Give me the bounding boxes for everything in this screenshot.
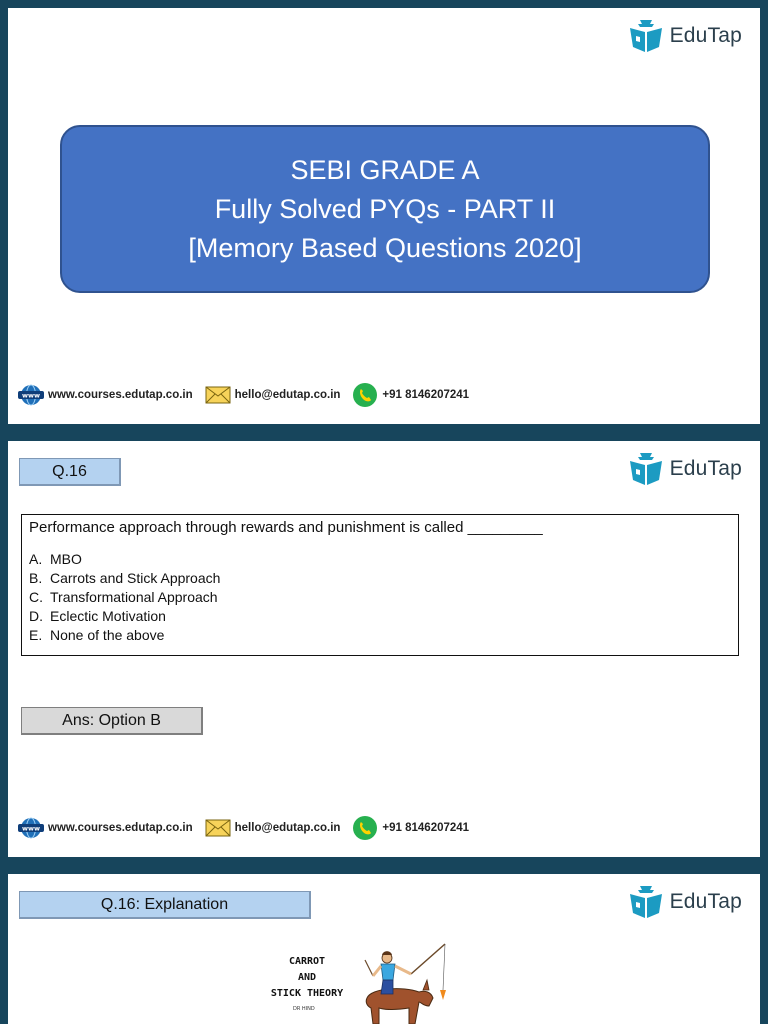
option-text: None of the above bbox=[50, 627, 165, 643]
title-slide bbox=[8, 8, 760, 424]
title-line-1: SEBI GRADE A bbox=[290, 154, 480, 185]
option-text: MBO bbox=[50, 551, 82, 567]
option-c bbox=[29, 588, 731, 607]
edutap-logo-text: EduTap bbox=[669, 890, 742, 913]
contact-footer bbox=[18, 382, 481, 408]
globe-icon-text: www bbox=[21, 391, 41, 400]
edutap-logo-text: EduTap bbox=[669, 24, 742, 47]
edutap-logo bbox=[628, 451, 742, 487]
option-b bbox=[29, 569, 731, 588]
question-slide bbox=[8, 441, 760, 857]
cartoon-title-line: AND bbox=[297, 972, 317, 983]
globe-icon bbox=[18, 384, 44, 406]
title-box bbox=[60, 125, 710, 293]
option-letter: A. bbox=[29, 551, 43, 567]
question-text: Performance approach through rewards and punishment is called _________ bbox=[29, 519, 543, 536]
rider-on-donkey-illustration bbox=[353, 940, 453, 1024]
cartoon-title-line: STICK THEORY bbox=[270, 988, 344, 999]
website-item bbox=[18, 817, 193, 839]
email-item bbox=[205, 818, 341, 838]
edutap-book-icon bbox=[628, 452, 664, 486]
phone-item bbox=[352, 815, 469, 841]
edutap-book-icon bbox=[628, 19, 664, 53]
envelope-icon bbox=[205, 818, 231, 838]
option-text: Eclectic Motivation bbox=[50, 608, 166, 624]
email-link[interactable]: hello@edutap.co.in bbox=[234, 389, 341, 401]
explanation-label: Q.16: Explanation bbox=[19, 891, 311, 919]
option-letter: C. bbox=[29, 589, 43, 605]
title-line-2: Fully Solved PYQs - PART II bbox=[214, 193, 556, 224]
phone-number[interactable]: +91 8146207241 bbox=[382, 389, 470, 401]
question-label: Q.16 bbox=[19, 458, 121, 486]
email-link[interactable]: hello@edutap.co.in bbox=[234, 822, 341, 834]
option-letter: B. bbox=[29, 570, 43, 586]
website-link[interactable]: www.courses.edutap.co.in bbox=[48, 389, 193, 401]
option-letter: E. bbox=[29, 627, 43, 643]
envelope-icon bbox=[205, 385, 231, 405]
contact-footer bbox=[18, 815, 481, 841]
edutap-logo bbox=[628, 18, 742, 54]
option-letter: D. bbox=[29, 608, 43, 624]
edutap-logo bbox=[628, 884, 742, 920]
phone-icon bbox=[352, 382, 378, 408]
answer-box: Ans: Option B bbox=[21, 707, 203, 735]
globe-icon bbox=[18, 817, 44, 839]
phone-icon bbox=[352, 815, 378, 841]
website-item bbox=[18, 384, 193, 406]
phone-item bbox=[352, 382, 469, 408]
website-link[interactable]: www.courses.edutap.co.in bbox=[48, 822, 193, 834]
explanation-slide bbox=[8, 874, 760, 1024]
edutap-logo-text: EduTap bbox=[669, 457, 742, 480]
option-a bbox=[29, 550, 731, 569]
edutap-book-icon bbox=[628, 885, 664, 919]
option-text: Carrots and Stick Approach bbox=[50, 570, 221, 586]
title-line-3: [Memory Based Questions 2020] bbox=[188, 232, 582, 263]
cartoon-title bbox=[263, 954, 351, 1002]
email-item bbox=[205, 385, 341, 405]
cartoon-subtitle: DR HIND bbox=[293, 1006, 315, 1012]
phone-number[interactable]: +91 8146207241 bbox=[382, 822, 470, 834]
globe-icon-text: www bbox=[21, 824, 41, 833]
option-d bbox=[29, 607, 731, 626]
option-text: Transformational Approach bbox=[50, 589, 218, 605]
question-box bbox=[21, 514, 739, 656]
carrot-stick-cartoon bbox=[263, 940, 453, 1024]
cartoon-title-line: CARROT bbox=[288, 956, 326, 967]
option-e bbox=[29, 626, 731, 645]
